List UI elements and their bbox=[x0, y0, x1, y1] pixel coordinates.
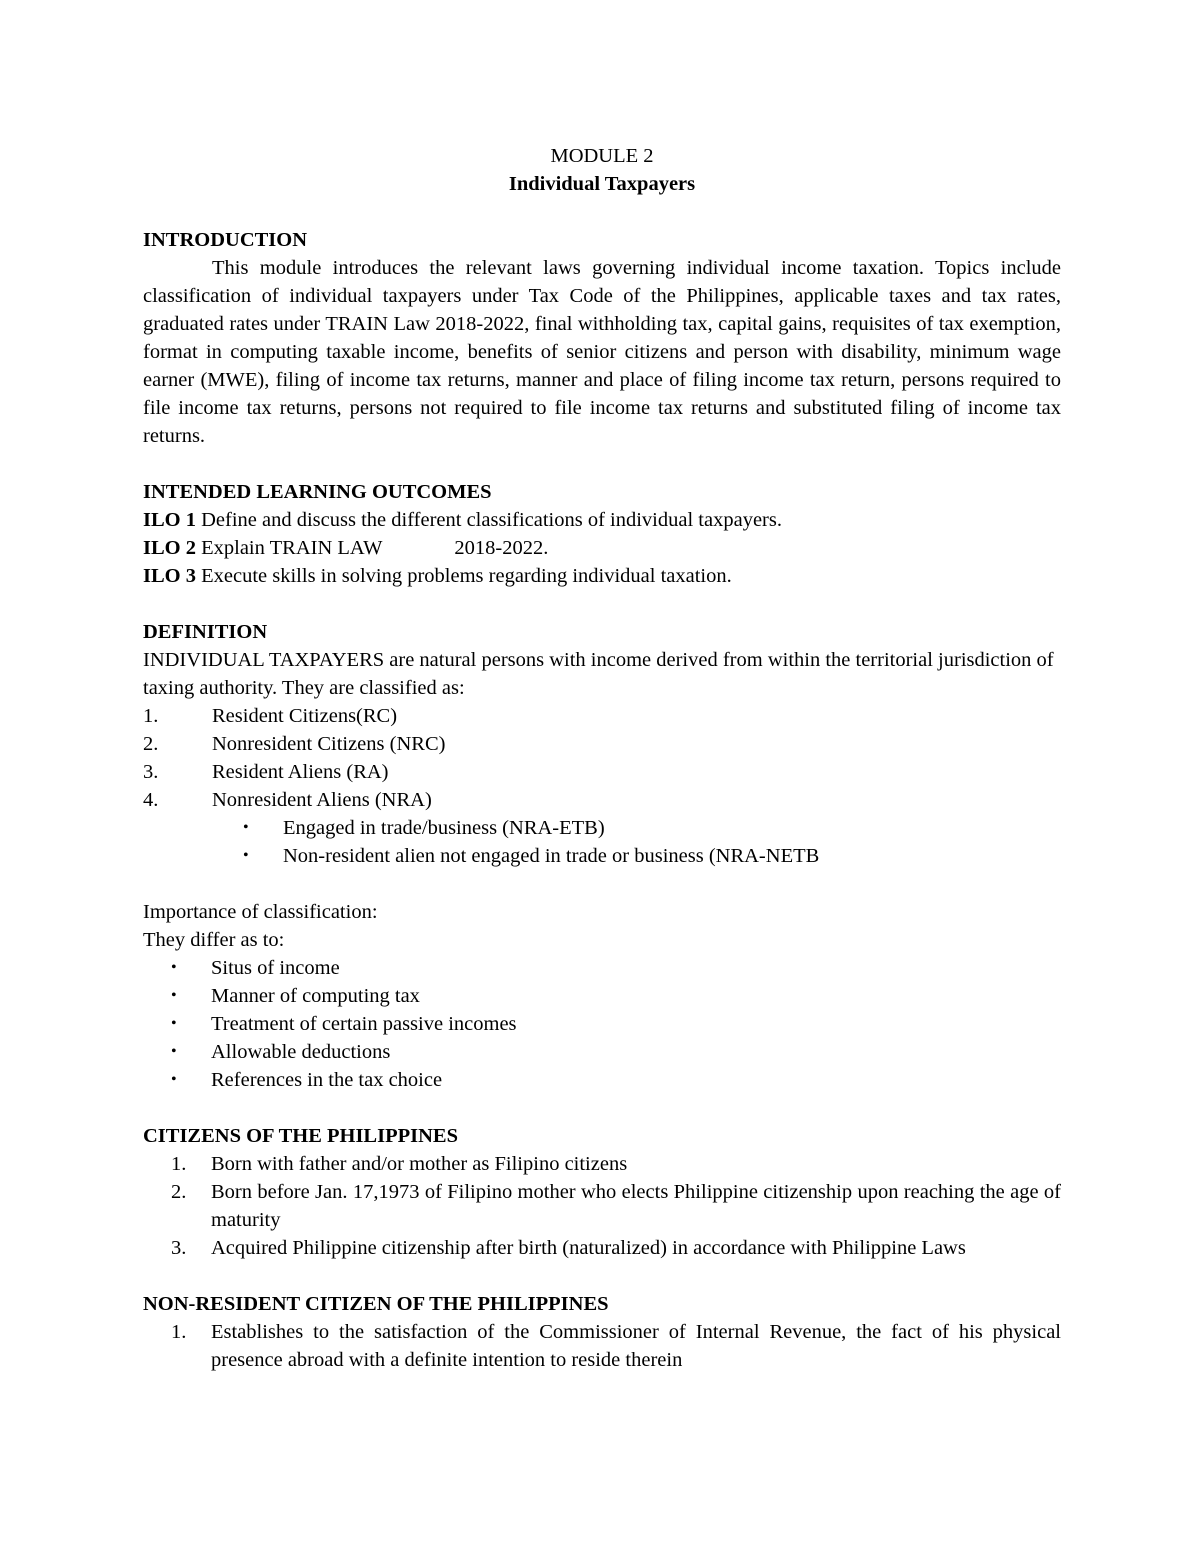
bullet-icon: • bbox=[171, 987, 177, 1004]
list-item: 1. Born with father and/or mother as Filipino citizens bbox=[171, 1153, 628, 1175]
bullet-icon: • bbox=[171, 959, 177, 976]
list-item: • Manner of computing tax bbox=[143, 982, 1061, 1010]
list-item: • Non-resident alien not engaged in trade or business (NRA-NETB bbox=[143, 842, 1061, 870]
introduction-heading: INTRODUCTION bbox=[143, 229, 308, 251]
document-page bbox=[143, 142, 1061, 1374]
ilo-text: Define and discuss the different classifications of individual taxpayers. bbox=[195, 509, 782, 531]
bullet-icon: • bbox=[171, 1015, 177, 1032]
list-item: 1. Resident Citizens(RC) bbox=[143, 705, 398, 727]
list-item: 2. Nonresident Citizens (NRC) bbox=[143, 733, 446, 755]
list-item: • Allowable deductions bbox=[143, 1038, 1061, 1066]
bullet-icon: • bbox=[171, 1071, 177, 1088]
definition-heading: DEFINITION bbox=[143, 621, 268, 643]
ilo-1 bbox=[143, 506, 1061, 534]
list-item: • References in the tax choice bbox=[143, 1066, 1061, 1094]
module-subtitle: Individual Taxpayers bbox=[508, 173, 696, 195]
nonresident-list bbox=[143, 1318, 1061, 1374]
ilo-label: ILO 3 bbox=[143, 565, 196, 587]
list-item: 1. Establishes to the satisfaction of the Commissioner of Internal Revenue, the fact of his physical presence abroad with a definite intention to reside therein bbox=[171, 1321, 1061, 1371]
list-item: 2. Born before Jan. 17,1973 of Filipino mother who elects Philippine citizenship upon reaching the age of maturity bbox=[171, 1181, 1061, 1231]
bullet-icon: • bbox=[171, 1043, 177, 1060]
ilo-label: ILO 1 bbox=[143, 509, 196, 531]
importance-list bbox=[143, 954, 1061, 1094]
ilo-text: Execute skills in solving problems regarding individual taxation. bbox=[195, 565, 732, 587]
citizens-list bbox=[143, 1150, 1061, 1262]
list-item: • Engaged in trade/business (NRA-ETB) bbox=[143, 814, 1061, 842]
citizens-heading: CITIZENS OF THE PHILIPPINES bbox=[143, 1125, 458, 1147]
list-item: 3. Acquired Philippine citizenship after birth (naturalized) in accordance with Philippine Laws bbox=[171, 1237, 966, 1259]
bullet-icon: • bbox=[243, 847, 249, 864]
classification-list bbox=[143, 702, 1061, 814]
definition-body: INDIVIDUAL TAXPAYERS are natural persons with income derived from within the territorial jurisdiction of taxing authority. They are classified as: bbox=[143, 649, 1054, 699]
nonresident-heading: NON-RESIDENT CITIZEN OF THE PHILIPPINES bbox=[143, 1293, 609, 1315]
list-item: • Situs of income bbox=[143, 954, 1061, 982]
importance-line: Importance of classification: bbox=[143, 901, 378, 923]
ilo-label: ILO 2 bbox=[143, 537, 196, 559]
ilo-text: Explain TRAIN LAW bbox=[195, 537, 383, 559]
ilo-2 bbox=[143, 534, 1061, 562]
list-item: 4. Nonresident Aliens (NRA) bbox=[143, 789, 432, 811]
ilo-text-after-gap: 2018-2022. bbox=[454, 537, 549, 559]
ilo-3 bbox=[143, 562, 1061, 590]
nra-sub-list bbox=[143, 814, 1061, 870]
list-item: • Treatment of certain passive incomes bbox=[143, 1010, 1061, 1038]
outcomes-heading: INTENDED LEARNING OUTCOMES bbox=[143, 481, 492, 503]
differ-line: They differ as to: bbox=[143, 929, 285, 951]
introduction-body: This module introduces the relevant laws governing individual income taxation. Topics include classification of individual taxpayers under Tax Code of the Philippines, applicable taxes and tax rates, graduated rates under TRAIN Law 2018-2022, final withholding tax, capital gains, requisites of tax exemption, format in computing taxable income, benefits of senior citizens and person with disability, minimum wage earner (MWE), filing of income tax returns, manner and place of filing income tax return, persons required to file income tax returns, persons not required to file income tax returns and substituted filing of income tax returns. bbox=[143, 257, 1061, 447]
list-item: 3. Resident Aliens (RA) bbox=[143, 761, 389, 783]
module-title: MODULE 2 bbox=[550, 145, 654, 167]
bullet-icon: • bbox=[243, 819, 249, 836]
